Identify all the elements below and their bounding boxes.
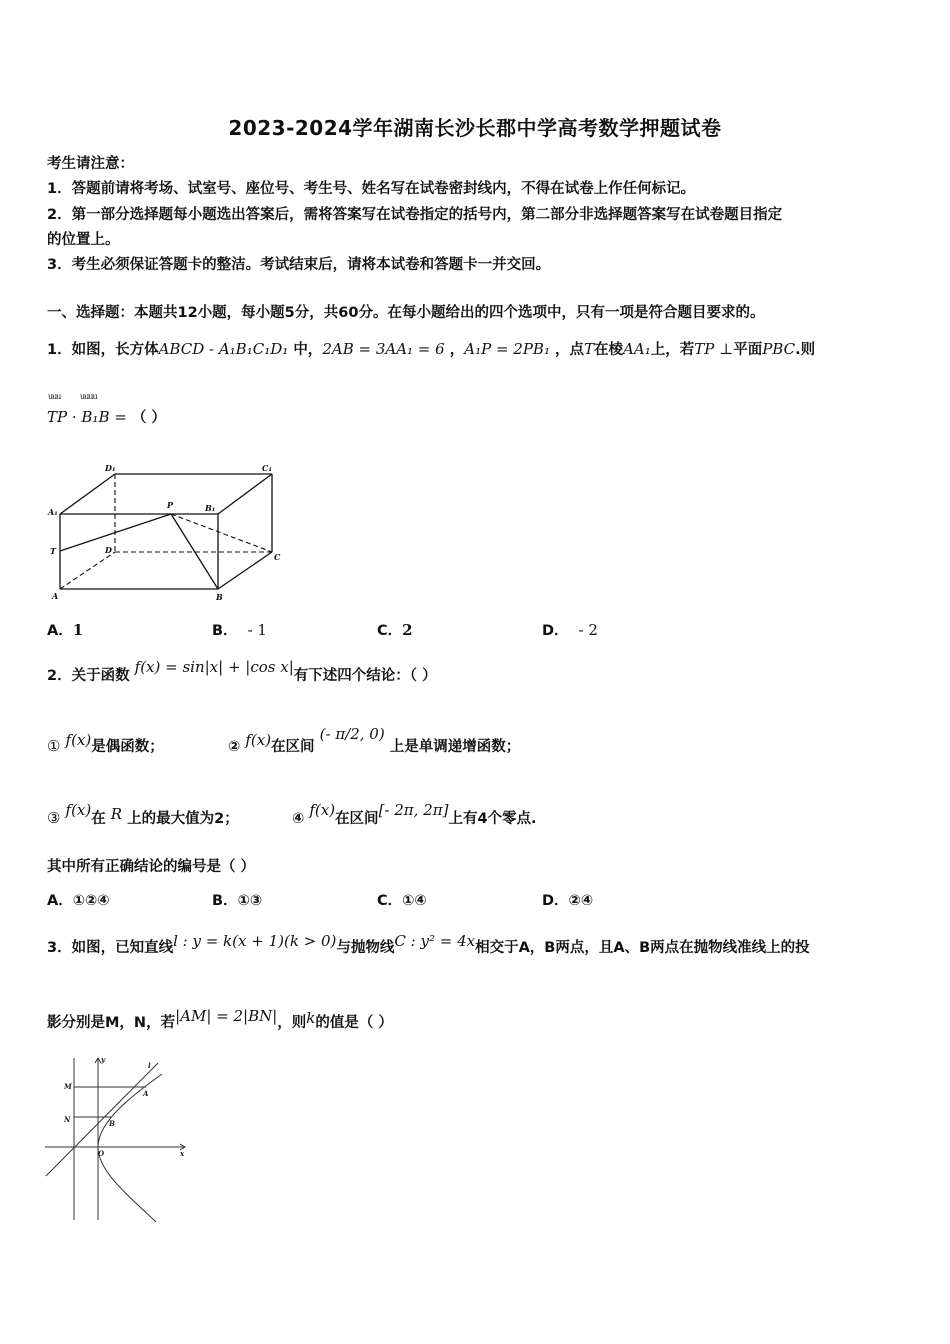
page-title: 2023-2024学年湖南长沙长郡中学高考数学押题试卷 bbox=[228, 116, 722, 140]
q2-conclusion-2 bbox=[228, 725, 521, 756]
q1-text: 上，若 bbox=[650, 342, 695, 358]
option-label: B． bbox=[212, 623, 238, 639]
option-label: D． bbox=[542, 623, 569, 639]
q3-math-k: k bbox=[306, 1009, 316, 1027]
q2-ask: 其中所有正确结论的编号是（ ） bbox=[47, 859, 256, 875]
q2-conclusion-1 bbox=[47, 731, 164, 756]
conclusion-math: f(x) bbox=[65, 731, 92, 749]
q1-math-length: 2AB = 3AA₁ = 6 bbox=[322, 340, 445, 358]
q2-option-c[interactable] bbox=[377, 889, 427, 910]
q1-text: 1．如图，长方体 bbox=[47, 342, 159, 358]
q1-vector-arrow-1: uuu bbox=[48, 392, 61, 401]
fig1-label-b1: B₁ bbox=[205, 503, 216, 513]
conclusion-number: ① bbox=[47, 737, 61, 755]
fig3-label-x: x bbox=[180, 1149, 185, 1158]
q1-option-d[interactable] bbox=[542, 619, 598, 640]
q2-option-d[interactable] bbox=[542, 889, 593, 910]
fig3-label-l: l bbox=[148, 1061, 151, 1070]
fig1-label-a: A bbox=[52, 591, 59, 601]
fig3-label-o: O bbox=[98, 1149, 105, 1158]
q1-math-plane: PBC bbox=[762, 340, 796, 358]
fig1-label-b: B bbox=[216, 592, 223, 602]
q3-stem bbox=[47, 932, 810, 957]
option-label: D． bbox=[542, 893, 569, 909]
fig3-label-y: y bbox=[101, 1055, 106, 1064]
q3-math-parabola: C : y² = 4x bbox=[394, 932, 476, 950]
conclusion-math: f(x) bbox=[309, 801, 336, 819]
notice-heading: 考生请注意： bbox=[47, 156, 134, 172]
conclusion-text: 是偶函数； bbox=[91, 739, 164, 755]
option-label: C． bbox=[377, 623, 403, 639]
q1-option-a[interactable] bbox=[47, 619, 83, 640]
notice-item-2: 2．第一部分选择题每小题选出答案后，需将答案写在试卷指定的括号内，第二部分非选择题答案写在试卷题目指定 bbox=[47, 207, 783, 223]
q1-option-c[interactable] bbox=[377, 619, 413, 640]
fig3-label-b: B bbox=[109, 1119, 115, 1128]
option-value: ①④ bbox=[402, 893, 427, 909]
q1-text: ， bbox=[449, 342, 465, 358]
q2-conclusion-3 bbox=[47, 801, 239, 828]
q3-text: ，则 bbox=[277, 1015, 307, 1031]
fig1-label-d1: D₁ bbox=[105, 463, 116, 473]
option-label: A． bbox=[47, 623, 73, 639]
q1-paren: （ ） bbox=[131, 410, 166, 426]
fig1-label-p: P bbox=[167, 500, 174, 510]
fig3-label-n: N bbox=[64, 1115, 71, 1124]
q1-text: ，点 bbox=[555, 342, 585, 358]
q3-text: 3．如图，已知直线 bbox=[47, 940, 174, 956]
q1-text: 中， bbox=[293, 342, 323, 358]
conclusion-math: R bbox=[110, 805, 123, 823]
q3-text: 相交于A，B两点，且A、B两点在抛物线准线上的投 bbox=[475, 940, 810, 956]
conclusion-text: 上的最大值为2； bbox=[127, 811, 239, 827]
q3-text: 与抛物线 bbox=[336, 940, 395, 956]
q2-option-a[interactable] bbox=[47, 889, 110, 910]
conclusion-text: 在区间 bbox=[271, 739, 315, 755]
q1-math-edge: AA₁ bbox=[623, 340, 651, 358]
q1-text: 在棱 bbox=[594, 342, 624, 358]
conclusion-interval: (- π/2, 0) bbox=[319, 725, 385, 743]
option-value: ①③ bbox=[237, 893, 263, 909]
conclusion-math: f(x) bbox=[65, 801, 92, 819]
option-value: - 2 bbox=[578, 621, 598, 639]
fig3-label-a: A bbox=[143, 1089, 149, 1098]
q1-stem bbox=[47, 338, 815, 359]
q2-option-b[interactable] bbox=[212, 889, 262, 910]
option-label: A． bbox=[47, 893, 73, 909]
option-value: - 1 bbox=[247, 621, 267, 639]
q1-math-t: T bbox=[584, 340, 595, 358]
q3-math-condition: |AM| = 2|BN| bbox=[175, 1007, 278, 1025]
q1-option-b[interactable] bbox=[212, 619, 267, 640]
conclusion-number: ③ bbox=[47, 809, 61, 827]
q1-math-ratio: A₁P = 2PB₁ bbox=[464, 340, 550, 358]
conclusion-number: ② bbox=[228, 739, 241, 755]
option-value: ②④ bbox=[568, 893, 594, 909]
q1-text: .则 bbox=[795, 342, 816, 358]
q2-text: 2．关于函数 bbox=[47, 668, 130, 684]
option-value: 1 bbox=[72, 621, 84, 639]
q3-stem-line2 bbox=[47, 1007, 393, 1032]
notice-item-2-cont: 的位置上。 bbox=[47, 232, 120, 248]
q3-parabola-figure bbox=[40, 1052, 200, 1224]
conclusion-text: 上是单调递增函数； bbox=[389, 739, 521, 755]
conclusion-number: ④ bbox=[292, 811, 305, 827]
fig1-label-c: C bbox=[274, 552, 281, 562]
q1-math-perp: TP ⊥ bbox=[694, 340, 734, 358]
section-heading: 一、选择题：本题共12小题，每小题5分，共60分。在每小题给出的四个选项中，只有一项是符合题目要求的。 bbox=[47, 305, 765, 321]
q1-cuboid-figure bbox=[40, 460, 290, 605]
fig1-label-c1: C₁ bbox=[262, 463, 272, 473]
q3-text: 的值是（ ） bbox=[315, 1015, 393, 1031]
notice-item-1: 1．答题前请将考场、试室号、座位号、考生号、姓名写在试卷密封线内，不得在试卷上作任何标记。 bbox=[47, 181, 696, 197]
q2-text: 有下述四个结论：（ ） bbox=[293, 668, 437, 684]
fig1-label-t: T bbox=[50, 546, 56, 556]
q2-stem bbox=[47, 658, 437, 685]
q1-math-dot: TP · B₁B = bbox=[47, 408, 127, 426]
q3-math-line: l : y = k(x + 1)(k > 0) bbox=[173, 932, 337, 950]
q1-text: 平面 bbox=[733, 342, 763, 358]
fig3-label-m: M bbox=[64, 1082, 72, 1091]
conclusion-text: 上有4个零点. bbox=[448, 811, 537, 827]
option-value: ①②④ bbox=[72, 893, 110, 909]
conclusion-interval: [- 2π, 2π] bbox=[378, 801, 449, 819]
q1-stem-line2 bbox=[47, 406, 166, 427]
q1-math-box: ABCD - A₁B₁C₁D₁ bbox=[158, 340, 289, 358]
fig1-label-d: D bbox=[105, 545, 112, 555]
q2-conclusion-4 bbox=[292, 801, 537, 828]
q2-math-function: f(x) = sin|x| + |cos x| bbox=[134, 658, 294, 676]
option-value: 2 bbox=[402, 621, 413, 639]
option-label: B． bbox=[212, 893, 238, 909]
fig1-label-a1: A₁ bbox=[48, 507, 58, 517]
conclusion-text: 在 bbox=[91, 811, 106, 827]
option-label: C． bbox=[377, 893, 403, 909]
conclusion-text: 在区间 bbox=[335, 811, 379, 827]
notice-item-3: 3．考生必须保证答题卡的整洁。考试结束后，请将本试卷和答题卡一并交回。 bbox=[47, 257, 551, 273]
q3-text: 影分别是M，N，若 bbox=[47, 1015, 176, 1031]
q1-vector-arrow-2: uuuu bbox=[80, 392, 97, 401]
conclusion-math: f(x) bbox=[245, 731, 272, 749]
